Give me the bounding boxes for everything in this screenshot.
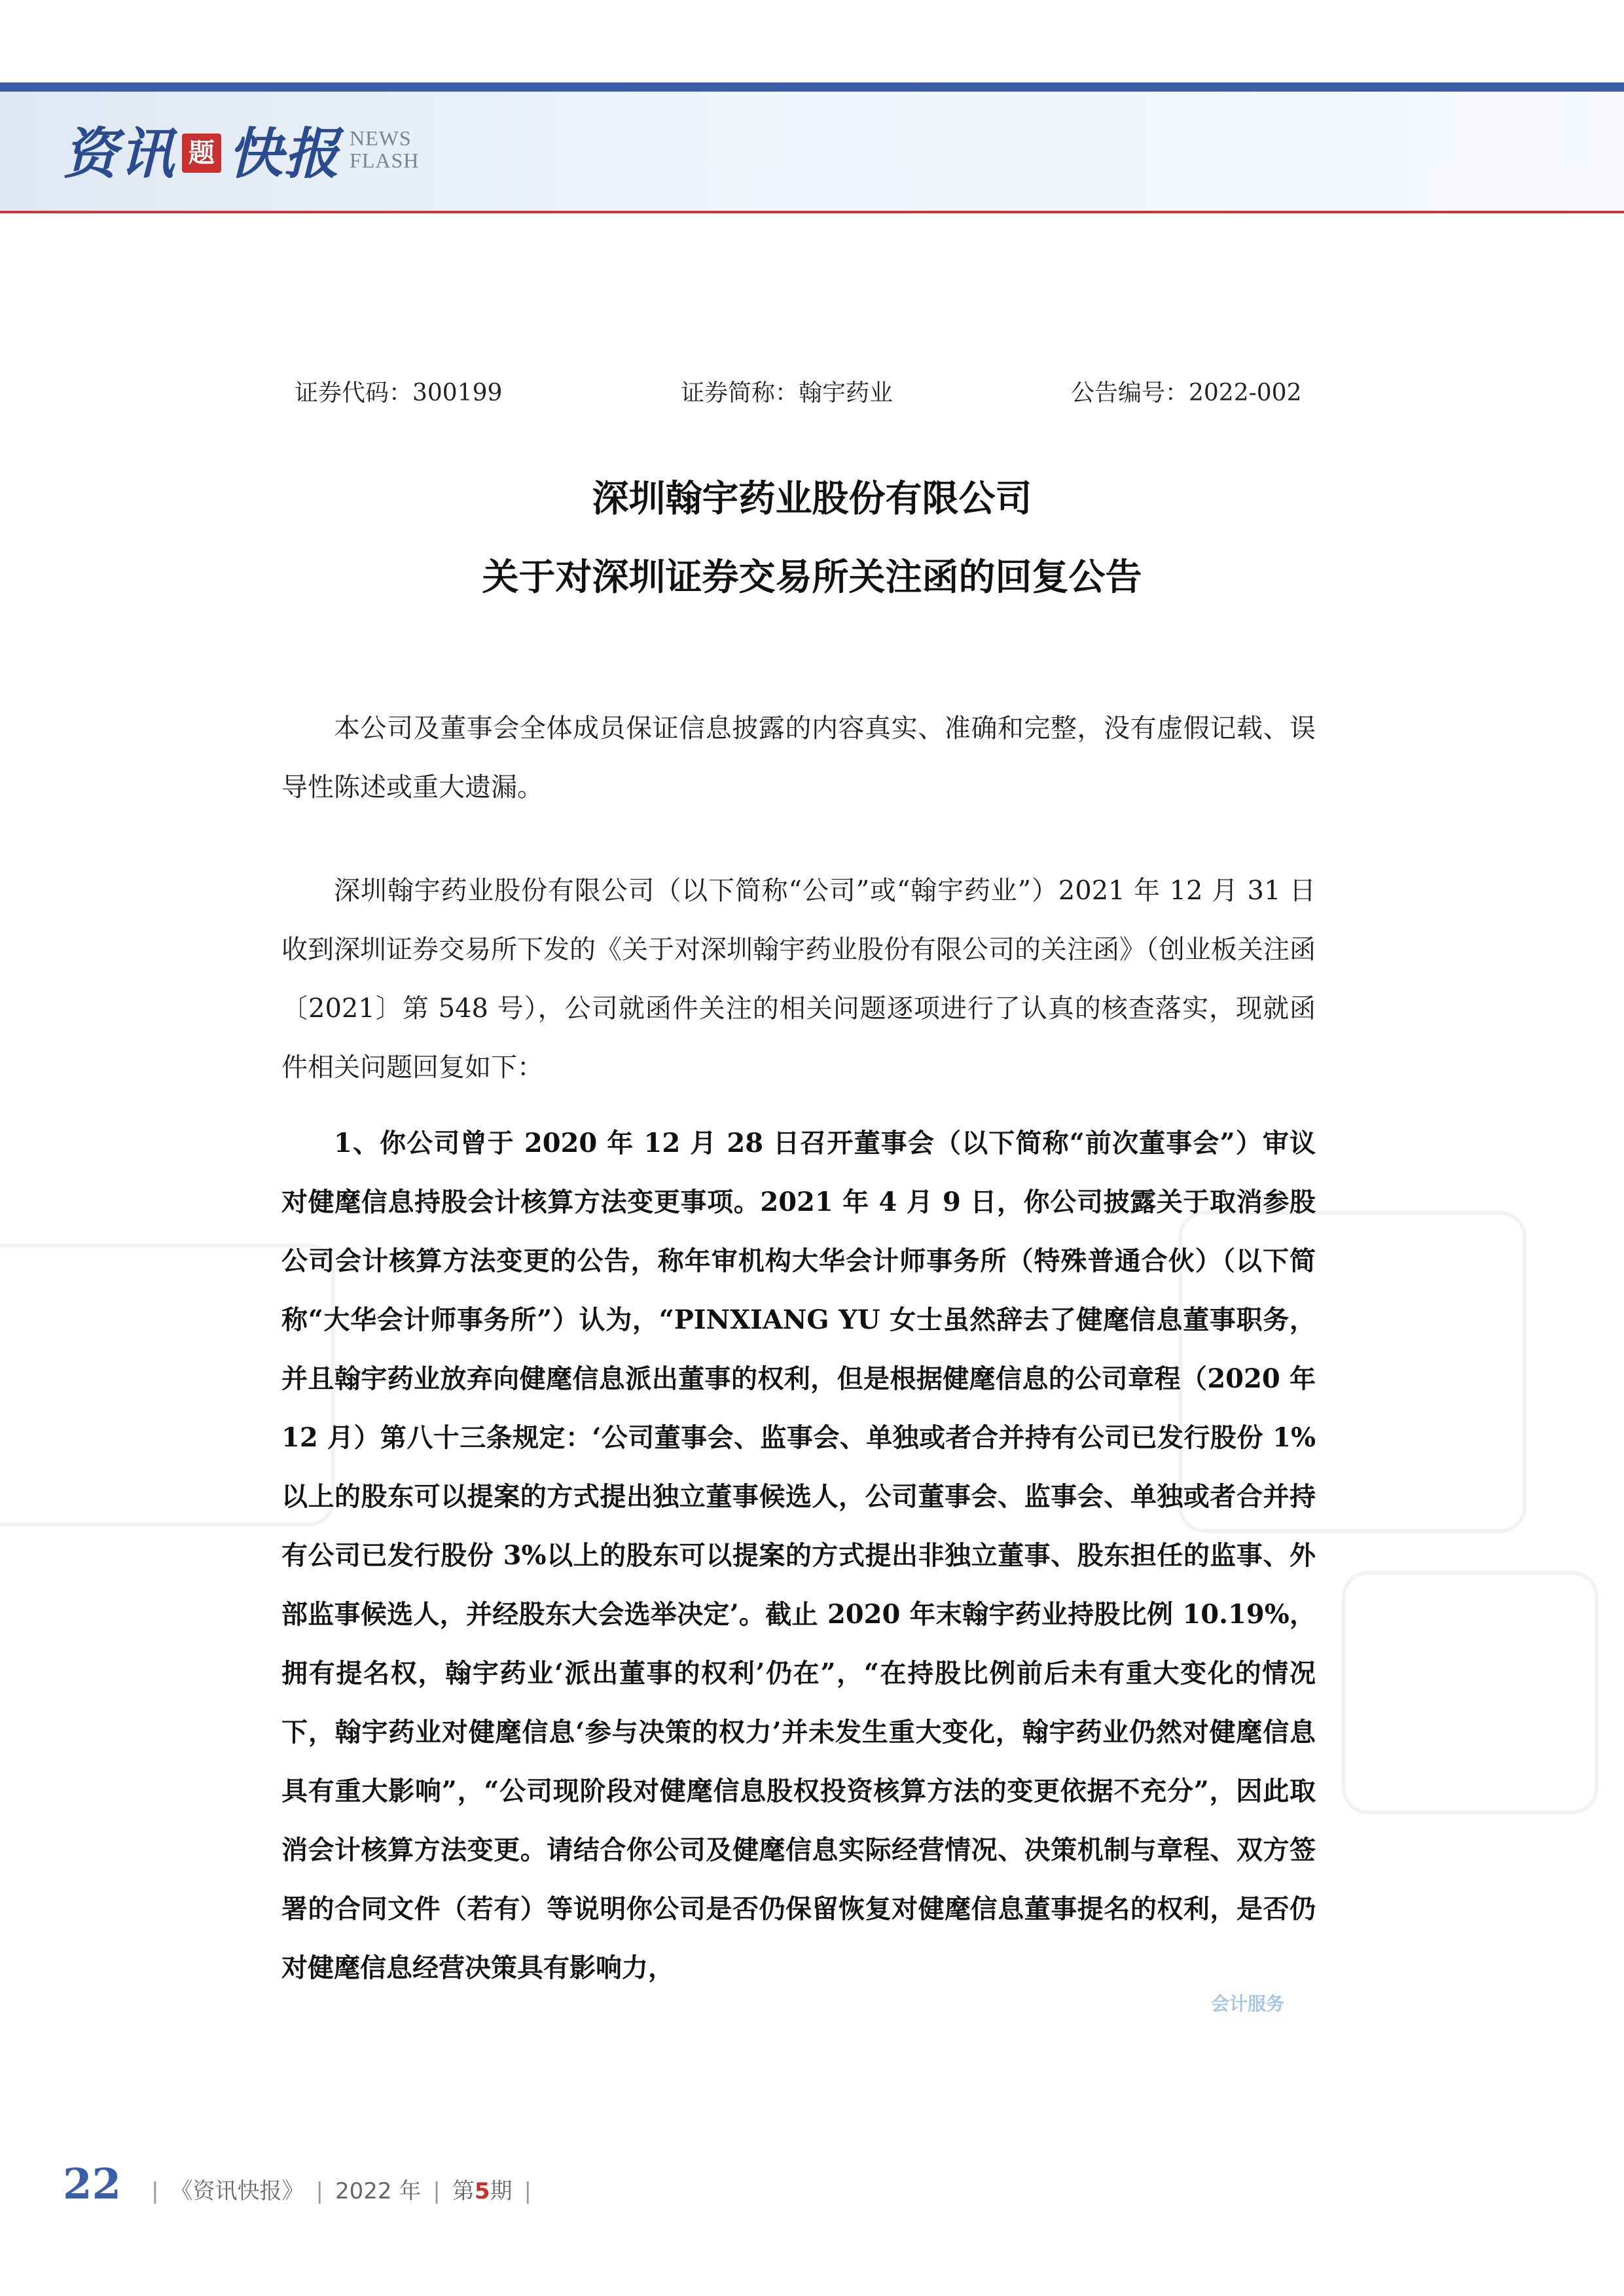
masthead-english bbox=[350, 127, 419, 171]
footer-issue-suffix: 期 bbox=[490, 2178, 513, 2204]
board-statement: 本公司及董事会全体成员保证信息披露的内容真实、准确和完整，没有虚假记载、误导性陈述或重大遗漏。 bbox=[281, 713, 1316, 802]
header-top-bar bbox=[0, 82, 1624, 92]
footer-year: 2022 年 bbox=[335, 2178, 422, 2204]
masthead-english-line2: FLASH bbox=[350, 149, 420, 172]
masthead-english-line1: NEWS bbox=[350, 126, 412, 150]
watermark-logo: 会计服务 bbox=[1211, 1993, 1285, 2015]
footer-separator: | bbox=[316, 2178, 323, 2204]
footer-separator: | bbox=[151, 2178, 159, 2204]
notice-number: 公告编号：2022-002 bbox=[1071, 380, 1302, 406]
masthead-seal-icon: 题 bbox=[182, 134, 221, 173]
masthead-logo bbox=[63, 110, 419, 188]
securities-short-name: 证券简称：翰宇药业 bbox=[681, 380, 893, 406]
document-title-line1: 深圳翰宇药业股份有限公司 bbox=[592, 478, 1032, 520]
masthead-title-part2: 快报 bbox=[228, 120, 341, 186]
header-divider bbox=[0, 211, 1624, 213]
securities-code: 证券代码：300199 bbox=[295, 380, 503, 406]
question-1-paragraph: 1、你公司曾于 2020 年 12 月 28 日召开董事会（以下简称“前次董事会”）审议对健麾信息持股会计核算方法变更事项。2021 年 4 月 9 日，你公司披露关于取消参股公司会计核算方法变更的公告，称年审机构大华会计师事务所（特殊普通合伙）（以下简称“大华会计师事务所”）认为，“PINXIANG YU 女士虽然辞去了健麾信息董事职务，并且翰宇药业放弃向健麾信息派出董事的权利，但是根据健麾信息的公司章程（2020 年 12 月）第八十三条规定：‘公司董事会、监事会、单独或者合并持有公司已发行股份 1%以上的股东可以提案的方式提出独立董事候选人，公司董事会、监事会、单独或者合并持有公司已发行股份 3%以上的股东可以提案的方式提出非独立董事、股东担任的监事、外部监事候选人，并经股东大会选举决定’。截止 2020 年末翰宇药业持股比例 10.19%，拥有提名权，翰宇药业‘派出董事的权利’仍在”，“在持股比例前后未有重大变化的情况下，翰宇药业对健麾信息‘参与决策的权力’并未发生重大变化，翰宇药业仍然对健麾信息具有重大影响”，“公司现阶段对健麾信息股权投资核算方法的变更依据不充分”，因此取消会计核算方法变更。请结合你公司及健麾信息实际经营情况、决策机制与章程、双方签署的合同文件（若有）等说明你公司是否仍保留恢复对健麾信息董事提名的权利，是否仍对健麾信息经营决策具有影响力， bbox=[281, 1128, 1316, 1983]
footer-separator: | bbox=[524, 2178, 532, 2204]
footer-publication: 《资讯快报》 bbox=[170, 2178, 304, 2204]
footer-separator: | bbox=[433, 2178, 441, 2204]
intro-paragraph: 深圳翰宇药业股份有限公司（以下简称“公司”或“翰宇药业”）2021 年 12 月 31 日收到深圳证券交易所下发的《关于对深圳翰宇药业股份有限公司的关注函》（创业板关注函〔2021〕第 548 号），公司就函件关注的相关问题逐项进行了认真的核查落实，现就函件相关问题回复如下： bbox=[281, 876, 1316, 1083]
document-title-line2: 关于对深圳证券交易所关注函的回复公告 bbox=[482, 556, 1142, 599]
page-number: 22 bbox=[63, 2160, 122, 2209]
footer-issue-number: 5 bbox=[474, 2178, 490, 2204]
page-footer bbox=[63, 2160, 543, 2209]
footer-issue bbox=[452, 2173, 513, 2205]
masthead-title-part1: 资讯 bbox=[63, 120, 176, 186]
background-watermark-shape bbox=[1342, 1571, 1598, 1814]
footer-issue-prefix: 第 bbox=[452, 2178, 475, 2204]
